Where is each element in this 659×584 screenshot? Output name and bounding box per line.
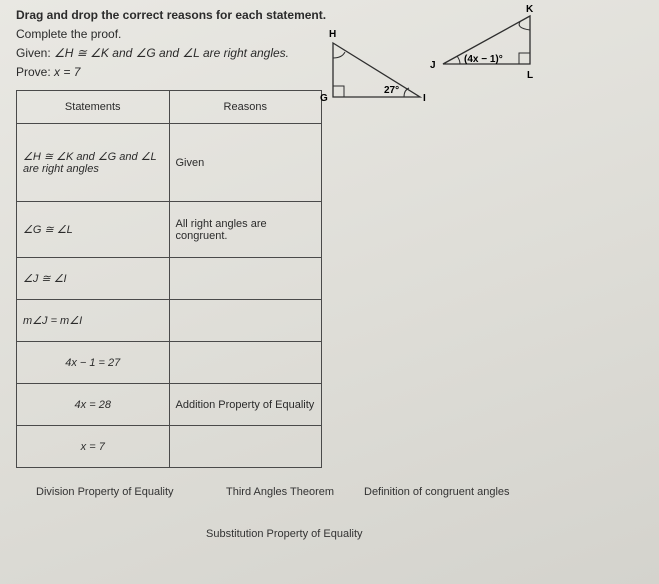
angle-arc-j <box>457 56 460 64</box>
task-title: Drag and drop the correct reasons for each statement. <box>16 8 327 22</box>
statement-cell: 4x = 28 <box>17 384 170 426</box>
vertex-label-j: J <box>430 60 436 71</box>
vertex-label-h: H <box>329 29 337 40</box>
statements-header: Statements <box>17 91 170 124</box>
angle-label-4x-1: (4x − 1)° <box>464 54 503 65</box>
reason-cell: All right angles are congruent. <box>169 202 322 258</box>
reason-cell: Given <box>169 124 322 202</box>
prove-text: x = 7 <box>54 65 81 79</box>
angle-label-27: 27° <box>384 85 400 96</box>
answer-option-substitution[interactable]: Substitution Property of Equality <box>206 528 363 540</box>
prove-label: Prove: <box>16 65 51 79</box>
statement-cell: 4x − 1 = 27 <box>17 342 170 384</box>
statement-cell: ∠G ≅ ∠L <box>17 202 170 258</box>
vertex-label-g: G <box>320 93 328 104</box>
task-instruction: Complete the proof. <box>16 27 122 41</box>
angle-arc-k <box>519 22 530 30</box>
answer-option-third-angles[interactable]: Third Angles Theorem <box>226 486 335 498</box>
statement-cell: x = 7 <box>17 426 170 468</box>
right-angle-mark-l <box>519 53 530 64</box>
reasons-header: Reasons <box>169 91 322 124</box>
right-angle-mark-g <box>333 86 344 97</box>
given-text: ∠H ≅ ∠K and ∠G and ∠L are right angles. <box>54 46 290 60</box>
vertex-label-k: K <box>526 4 534 15</box>
statement-cell: ∠J ≅ ∠I <box>17 258 170 300</box>
vertex-label-i: I <box>423 93 426 104</box>
statement-cell: m∠J = m∠I <box>17 300 170 342</box>
angle-arc-h <box>333 52 345 58</box>
answer-option-definition-congruent[interactable]: Definition of congruent angles <box>364 486 510 498</box>
reason-cell: Addition Property of Equality <box>169 384 322 426</box>
given-label: Given: <box>16 46 51 60</box>
answer-option-division[interactable]: Division Property of Equality <box>36 486 174 498</box>
vertex-label-l: L <box>527 70 534 81</box>
statement-cell: ∠H ≅ ∠K and ∠G and ∠L are right angles <box>17 124 170 202</box>
